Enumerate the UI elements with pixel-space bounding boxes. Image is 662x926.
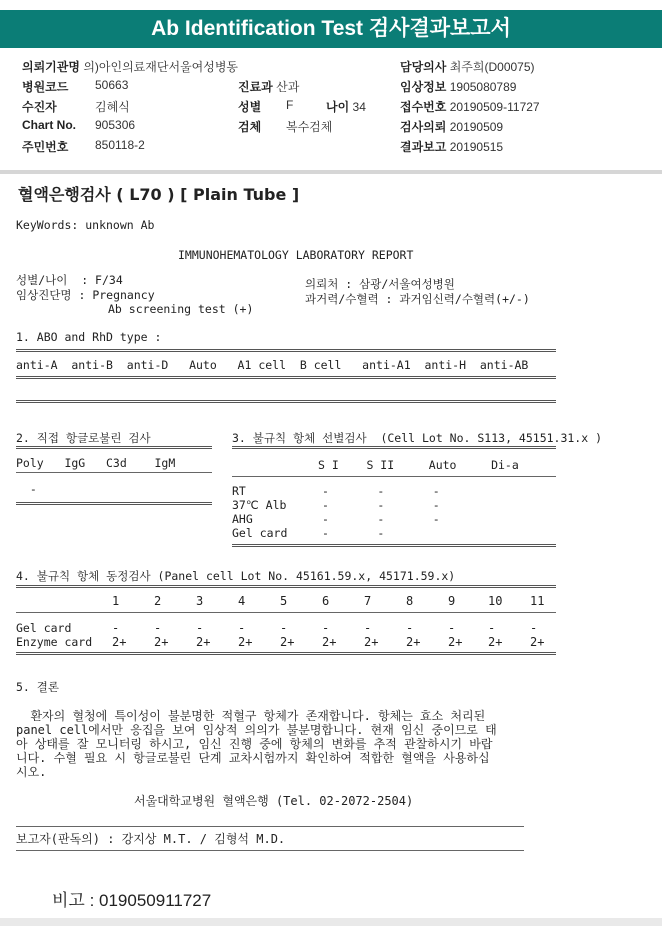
section-3-row: RT — [232, 484, 246, 498]
field-doctor: 담당의사 최주희(D00075) — [400, 60, 535, 74]
gel-card-result: - — [364, 621, 372, 635]
section-3-row: 37℃ Alb — [232, 498, 287, 512]
enzyme-card-result: 2+ — [280, 635, 295, 649]
section-1-columns: anti-A anti-B anti-D Auto A1 cell B cell anti-A1 anti-H anti-AB — [16, 358, 529, 372]
divider — [232, 476, 556, 477]
section-3-row: AHG — [232, 512, 253, 526]
note: 비고 : 019050911727 — [52, 891, 212, 910]
conclusion-line: 환자의 혈청에 특이성이 불분명한 적혈구 항체가 존재합니다. 항체는 효소 처리된 — [16, 709, 486, 723]
field-hospital-code: 병원코드 — [22, 80, 69, 94]
divider — [16, 850, 524, 851]
divider — [16, 826, 524, 827]
panel-cell-number: 10 — [488, 594, 503, 608]
section-2-value: - — [16, 482, 37, 496]
conclusion-line: 니다. 수혈 필요 시 항글로불린 단계 교차시험까지 확인하여 적합한 혈액을 사용하십 — [16, 751, 490, 765]
conclusion-line: panel cell에서만 응집을 보여 임상적 의의가 불분명합니다. 현재 임신 중이므로 태 — [16, 723, 497, 737]
gel-card-result: - — [154, 621, 162, 635]
divider — [16, 502, 212, 505]
field-clinical-info: 임상정보 1905080789 — [400, 80, 517, 94]
panel-cell-number: 11 — [530, 594, 545, 608]
section-3-title: 3. 불규칙 항체 선별검사 (Cell Lot No. S113, 45151.31.x ) — [232, 431, 602, 445]
gel-card-result: - — [406, 621, 414, 635]
enzyme-card-result: 2+ — [238, 635, 253, 649]
panel-cell-number: 9 — [448, 594, 456, 608]
section-5-title: 5. 결론 — [16, 680, 59, 694]
divider — [16, 472, 212, 473]
diagnosis: 임상진단명 : Pregnancy — [16, 288, 155, 302]
report-heading: 혈액은행검사 ( L70 ) [ Plain Tube ] — [18, 185, 300, 204]
enzyme-card-result: 2+ — [322, 635, 337, 649]
field-report-date: 결과보고 20190515 — [400, 140, 504, 154]
reporter: 보고자(판독의) : 강지상 M.T. / 김형석 M.D. — [16, 832, 286, 846]
enzyme-card-result: 2+ — [488, 635, 503, 649]
gel-card-result: - — [238, 621, 246, 635]
report-document: 혈액은행검사 ( L70 ) [ Plain Tube ] KeyWords: unknown Ab IMMUNOHEMATOLOGY LABORATORY REPORT 성별/나이 : F/34 임상진단명 : Pregnancy Ab screening test (+) 의뢰처 : 삼광/서울여성병원 과거력/수혈력 : 과거임신력/수혈력(+/-) 1. ABO and RhD type : anti-A anti-B anti-D Auto A1 cell B cell anti-A1 anti-H anti-AB 2. 직접 항글로불린 검사 Poly IgG C3d IgM - 3. 불규칙 항체 선별검사 (Cell Lot No. S113, 45151.31.x ) S I S II Auto Di-a RT - - - 37℃ Alb - - - AHG - - - Gel card - - 4. 불규칙 항체 동정검사 (Panel cell Lot No. 45161.59.x, 45171.59.x) 1 2 3 4 5 6 7 8 9 10 11 Gel card - - - - - - - - - - - Enzyme card 2+ 2+ 2+ 2+ 2+ 2+ 2+ 2+ 2+ 2+ 2+ 5. 결론 환자의 혈청에 특이성이 불분명한 적혈구 항체가 존재합니다. 항체는 효소 처리된 panel cell에서만 응집을 보여 임상적 의의가 불분명합니다. 현재 임신 중이므로 태 아 상태를 잘 모니터링 하시고, 임신 진행 중에 항체의 변화를 추적 관찰하시기 바랍 니다. 수혈 필요 시 항글로불린 단계 교차시험까지 확인하여 적합한 혈액을 사용하십 시오. 서울대학교병원 혈액은행 (Tel. 02-2072-2504) 보고자(판독의) : 강지상 M.T. / 김형석 M.D. 비고 : 019050911727 — [0, 174, 662, 918]
divider — [16, 446, 212, 449]
panel-cell-number: 1 — [112, 594, 120, 608]
divider — [232, 544, 556, 547]
enzyme-card-result: 2+ — [364, 635, 379, 649]
panel-cell-number: 8 — [406, 594, 414, 608]
divider — [16, 349, 556, 352]
divider — [16, 400, 556, 403]
gel-card-result: - — [488, 621, 496, 635]
field-sex: 성별 — [238, 100, 262, 114]
gel-card-label: Gel card — [16, 621, 72, 635]
enzyme-card-result: 2+ — [530, 635, 545, 649]
panel-cell-number: 3 — [196, 594, 204, 608]
divider — [16, 612, 556, 613]
lab-report-title: IMMUNOHEMATOLOGY LABORATORY REPORT — [178, 248, 414, 262]
panel-cell-number: 7 — [364, 594, 372, 608]
divider — [232, 446, 556, 449]
panel-cell-number: 2 — [154, 594, 162, 608]
section-3-columns: S I S II Auto Di-a — [318, 458, 519, 472]
gel-card-result: - — [112, 621, 120, 635]
enzyme-card-result: 2+ — [448, 635, 463, 649]
gel-card-result: - — [196, 621, 204, 635]
section-4-title: 4. 불규칙 항체 동정검사 (Panel cell Lot No. 45161.59.x, 45171.59.x) — [16, 569, 456, 583]
referrer: 의뢰처 : 삼광/서울여성병원 — [305, 277, 455, 291]
conclusion-line: 시오. — [16, 765, 47, 779]
field-resident-no: 주민번호 — [22, 140, 69, 154]
diagnosis-detail: Ab screening test (+) — [108, 302, 254, 316]
section-3-row: Gel card — [232, 526, 288, 540]
field-patient: 수진자 — [22, 100, 57, 114]
enzyme-card-result: 2+ — [406, 635, 421, 649]
field-chart-no: Chart No. — [22, 118, 76, 132]
enzyme-card-result: 2+ — [112, 635, 127, 649]
enzyme-card-label: Enzyme card — [16, 635, 93, 649]
divider — [16, 652, 556, 655]
field-receipt-no: 접수번호 20190509-11727 — [400, 100, 540, 114]
field-age: 나이 34 — [326, 100, 366, 114]
section-2-title: 2. 직접 항글로불린 검사 — [16, 431, 151, 445]
institution-contact: 서울대학교병원 혈액은행 (Tel. 02-2072-2504) — [134, 794, 414, 808]
history: 과거력/수혈력 : 과거임신력/수혈력(+/-) — [305, 292, 530, 306]
field-specimen: 검체 — [238, 120, 262, 134]
gel-card-result: - — [322, 621, 330, 635]
conclusion-line: 아 상태를 잘 모니터링 하시고, 임신 진행 중에 항체의 변화를 추적 관찰하시기 바랍 — [16, 737, 493, 751]
panel-cell-number: 6 — [322, 594, 330, 608]
report-header: Ab Identification Test 검사결과보고서 의뢰기관명 의)아인의료재단서울여성병동 담당의사 최주희(D00075) 병원코드 50663 진료과 산과 임상정보 1905080789 수진자 김혜식 성별 F 나이 34 접수번호 20190509-11727 Chart No. 905306 검체 복수검체 검사의뢰 20190509 주민번호 850118-2 결과보고 20190515 — [0, 0, 662, 170]
section-1-title: 1. ABO and RhD type : — [16, 330, 162, 344]
report-title: Ab Identification Test 검사결과보고서 — [0, 10, 662, 48]
divider — [16, 376, 556, 379]
panel-cell-number: 5 — [280, 594, 288, 608]
section-2-columns: Poly IgG C3d IgM — [16, 456, 176, 470]
gel-card-result: - — [448, 621, 456, 635]
field-department: 진료과 산과 — [238, 80, 300, 94]
panel-cell-number: 4 — [238, 594, 246, 608]
divider — [16, 585, 556, 588]
gel-card-result: - — [530, 621, 538, 635]
enzyme-card-result: 2+ — [154, 635, 169, 649]
field-institution: 의뢰기관명 의)아인의료재단서울여성병동 — [22, 60, 239, 74]
keywords: KeyWords: unknown Ab — [16, 218, 155, 232]
field-request-date: 검사의뢰 20190509 — [400, 120, 504, 134]
sex-age: 성별/나이 : F/34 — [16, 273, 123, 287]
enzyme-card-result: 2+ — [196, 635, 211, 649]
gel-card-result: - — [280, 621, 288, 635]
